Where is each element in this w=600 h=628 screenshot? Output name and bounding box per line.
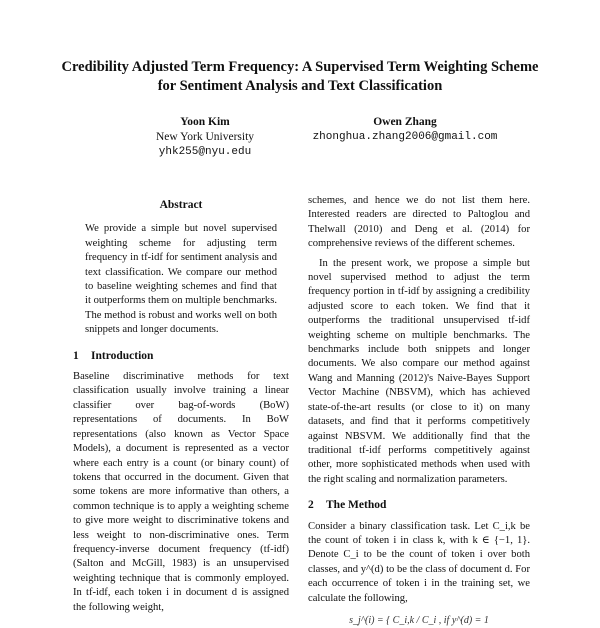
author-1-name: Yoon Kim xyxy=(180,116,230,128)
paper-title: Credibility Adjusted Term Frequency: A Supervised Term Weighting Scheme for Sentiment Analysis and Text Classification xyxy=(61,59,539,94)
author-1-email: yhk255@nyu.edu xyxy=(158,146,252,158)
section-title: The Method xyxy=(326,499,387,512)
author-2 xyxy=(290,115,520,145)
abstract-text: We provide a simple but novel supervised weighting scheme for adjusting term frequency in tf-idf for sentiment analysis and text classification. We compare our method to baseline weighting schemes and find that it outperforms them on multiple benchmarks. The method is robust and works well on both snippets and longer documents. xyxy=(85,223,277,336)
section-title: Introduction xyxy=(91,349,154,362)
section-number: 2 xyxy=(308,499,314,512)
intro-paragraph-3: In the present work, we propose a simple but novel supervised method to adjust the term frequency portion in tf-idf by assigning a credibility adjusted score to each token. We find that it outperforms the traditional unsupervised tf-idf weighting scheme on multiple benchmarks. The benchmarks include both snippets and longer documents. We also compare our method against Wang and Manning (2012)'s Naive-Bayes Support Vector Machine (NBSVM), which has achieved state-of-the-art results (or close to it) on many datasets, and find that it performs competitively against NBSVM. We additionally find that the traditional tf-idf performs competitively against other, more sophisticated methods when used with the right scaling and normalization parameters. xyxy=(308,257,530,485)
author-2-email: zhonghua.zhang2006@gmail.com xyxy=(312,131,498,143)
equation: s_j^(i) = { C_i,k / C_i , if y^(d) = 1 xyxy=(349,614,489,626)
intro-paragraph-1: Baseline discriminative methods for text classification usually involve training a linear classifier over bag-of-words (BoW) representations of documents. In BoW representations (also known as Vector Space Models), a document is represented as a vector where each entry is a count (or binary count) of tokens that occurred in the document. Given that some tokens are more informative than others, a common technique is to apply a weighting scheme to give more weight to discriminative tokens and less weight to non-discriminative ones. Term frequency-inverse document frequency (tf-idf) (Salton and McGill, 1983) is an unsupervised weighting technique that is commonly employed. In tf-idf, each token i in document d is assigned the following weight, xyxy=(73,371,289,613)
section-introduction-heading xyxy=(73,349,289,363)
left-column xyxy=(73,198,289,615)
author-1-affiliation: New York University xyxy=(155,131,255,143)
abstract-heading: Abstract xyxy=(159,199,203,211)
author-1 xyxy=(120,115,290,160)
section-number: 1 xyxy=(73,349,79,362)
author-2-name: Owen Zhang xyxy=(373,116,437,128)
section-method-heading xyxy=(308,498,530,512)
right-column xyxy=(308,194,530,628)
method-paragraph-1: Consider a binary classification task. Let C_i,k be the count of token i in class k, with k ∈ {−1, 1}. Denote C_i to be the count of token i over both classes, and y^(d) to be the class of document d. For each occurrence of token i in the training set, we calculate the following, xyxy=(308,520,530,604)
intro-paragraph-2: schemes, and hence we do not list them here. Interested readers are directed to Paltoglou and Thelwall (2010) and Deng et al. (2014) for comprehensive reviews of the different schemes. xyxy=(308,195,530,250)
